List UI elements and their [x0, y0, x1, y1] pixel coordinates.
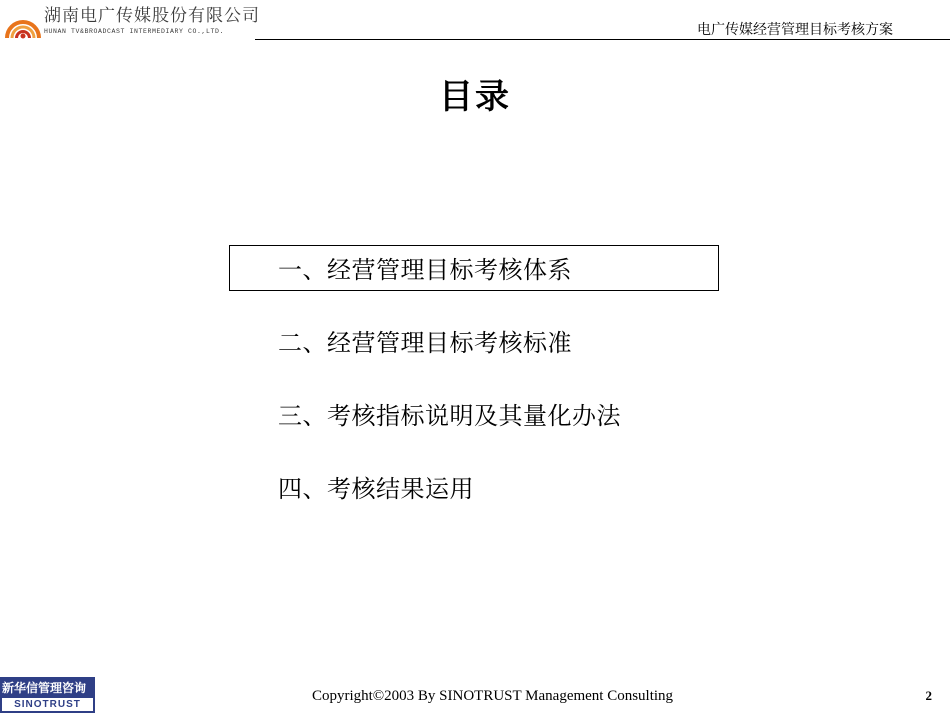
company-name-cn: 湖南电广传媒股份有限公司 — [44, 6, 260, 26]
sinotrust-logo-cn: 新华信管理咨询 — [2, 681, 87, 695]
toc-item-2[interactable]: 二、经营管理目标考核标准 — [278, 329, 572, 357]
header-divider — [255, 39, 950, 40]
toc-item-4[interactable]: 四、考核结果运用 — [278, 475, 474, 503]
page-title: 目录 — [439, 77, 511, 117]
company-name-en: HUNAN TV&BROADCAST INTERMEDIARY CO.,LTD. — [44, 28, 225, 35]
toc-item-1[interactable]: 一、经营管理目标考核体系 — [278, 256, 572, 284]
copyright-text: Copyright©2003 By SINOTRUST Management Consulting — [311, 688, 674, 704]
page-number: 2 — [925, 688, 932, 703]
sinotrust-logo-en: SINOTRUST — [2, 698, 93, 711]
sunrise-arc-logo-icon — [4, 2, 42, 40]
document-title: 电广传媒经营管理目标考核方案 — [697, 22, 893, 38]
company-logo — [4, 2, 260, 40]
toc-item-3[interactable]: 三、考核指标说明及其量化办法 — [278, 402, 621, 430]
